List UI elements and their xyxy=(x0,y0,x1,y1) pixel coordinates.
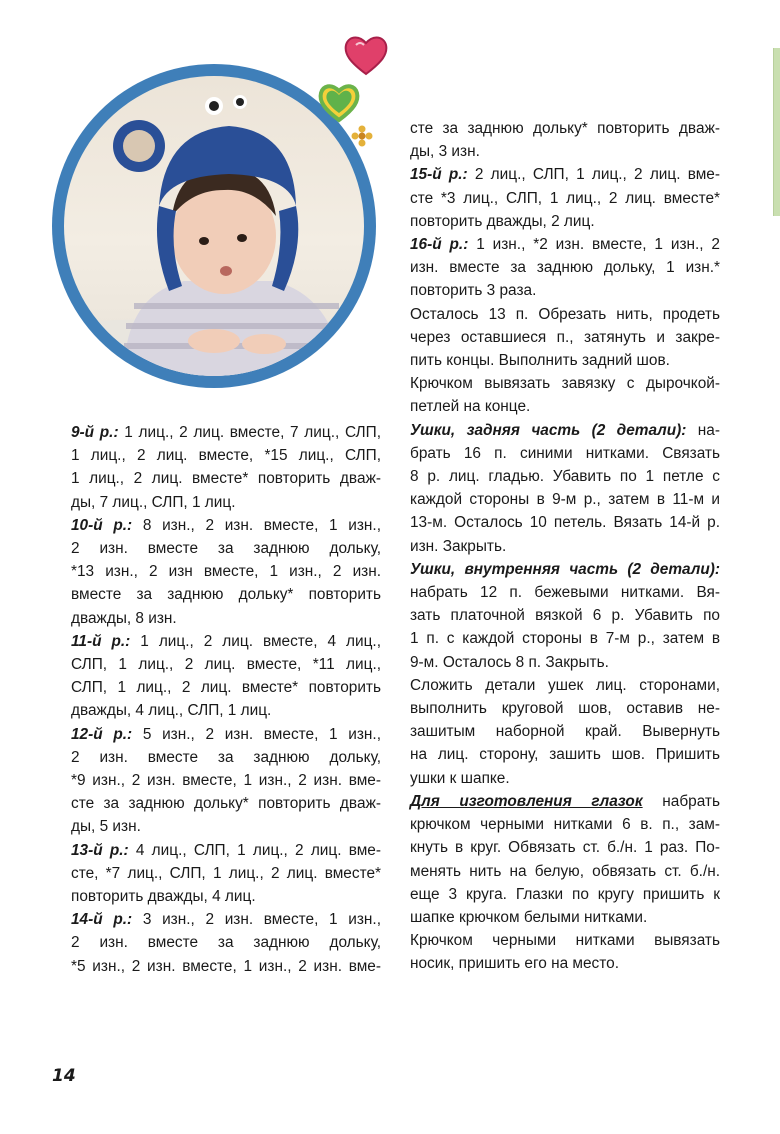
text-line xyxy=(71,815,381,838)
paragraph xyxy=(71,630,381,723)
text-line xyxy=(71,467,381,490)
green-heart-icon xyxy=(316,80,362,124)
line-text: выполнить круговой шов, оставив не- xyxy=(410,700,720,718)
text-line xyxy=(410,326,720,349)
line-text: носик, пришить его на место. xyxy=(410,955,619,973)
line-text: ушки к шапке. xyxy=(410,769,510,787)
paragraph xyxy=(71,839,381,909)
text-line xyxy=(410,372,720,395)
line-text: 5 изн., 2 изн. вместе, 1 изн., xyxy=(132,725,381,743)
paragraph xyxy=(410,117,720,163)
text-line xyxy=(71,792,381,815)
text-line xyxy=(410,674,720,697)
text-line xyxy=(410,140,720,163)
text-line xyxy=(410,790,720,813)
text-line xyxy=(410,813,720,836)
flower-icon xyxy=(350,124,374,148)
row-heading: 16-й р.: xyxy=(410,236,469,254)
line-text: пить концы. Выполнить задний шов. xyxy=(410,352,670,370)
paragraph xyxy=(410,163,720,233)
line-text: 2 изн. вместе за заднюю дольку, xyxy=(71,748,381,766)
paragraph xyxy=(71,514,381,630)
text-line xyxy=(410,256,720,279)
text-line xyxy=(410,163,720,186)
line-text: петлей на конце. xyxy=(410,398,531,416)
line-text: 4 лиц., СЛП, 1 лиц., 2 лиц. вме- xyxy=(128,841,381,859)
line-text: набрать xyxy=(642,792,721,810)
line-text: еще 3 круга. Глазки по кругу пришить к xyxy=(410,885,720,903)
text-line xyxy=(71,653,381,676)
line-text: зать платочной вязкой 6 р. Убавить по xyxy=(410,607,720,625)
text-line xyxy=(410,419,720,442)
text-line xyxy=(410,697,720,720)
line-text: СЛП, 1 лиц., 2 лиц. вместе* повторить xyxy=(71,679,381,697)
line-text: 1 лиц., 2 лиц. вместе, 4 лиц., xyxy=(130,632,381,650)
line-text: крючком черными нитками 6 в. п., зам- xyxy=(410,816,720,834)
line-text: изн. вместе за заднюю дольку, 1 изн.* xyxy=(410,259,720,277)
line-text: дважды, 4 лиц., СЛП, 1 лиц. xyxy=(71,702,272,720)
line-text: кнуть в круг. Обвязать ст. б./н. 1 раз. По- xyxy=(410,839,720,857)
line-text: сте, *7 лиц., СЛП, 1 лиц., 2 лиц. вместе* xyxy=(71,864,381,882)
text-line xyxy=(71,421,381,444)
text-line xyxy=(410,465,720,488)
line-text: ды, 3 изн. xyxy=(410,143,480,161)
line-text: 1 лиц., 2 лиц. вместе* повторить двaж- xyxy=(71,470,381,488)
text-line xyxy=(410,767,720,790)
text-line xyxy=(71,514,381,537)
text-line xyxy=(410,210,720,233)
text-line xyxy=(71,839,381,862)
line-text: Крючком черными нитками вывязать xyxy=(410,932,720,950)
text-line xyxy=(71,885,381,908)
text-line xyxy=(410,860,720,883)
text-line xyxy=(410,952,720,975)
line-text: сте за заднюю дольку* повторить двaж- xyxy=(410,120,720,137)
text-line xyxy=(410,279,720,302)
text-line xyxy=(71,699,381,722)
text-line xyxy=(410,604,720,627)
line-text: брать 16 п. синими нитками. Связать xyxy=(410,444,720,462)
left-text-column xyxy=(71,421,381,978)
text-line xyxy=(71,537,381,560)
pink-heart-icon xyxy=(342,32,390,78)
paragraph xyxy=(410,303,720,373)
paragraph xyxy=(410,929,720,975)
line-text: *9 изн., 2 изн. вместе, 1 изн., 2 изн. вме- xyxy=(71,772,381,790)
row-heading: 14-й р.: xyxy=(71,911,133,929)
line-text: СЛП, 1 лиц., 2 лиц. вместе, *11 лиц., xyxy=(71,656,381,674)
paragraph xyxy=(410,558,720,674)
text-line xyxy=(410,883,720,906)
line-text: *5 изн., 2 изн. вместе, 1 изн., 2 изн. вме- xyxy=(71,957,381,975)
line-text: 1 п. с каждой стороны в 7-м р., затем в xyxy=(410,630,720,648)
line-text: 1 лиц., 2 лиц. вместе, 7 лиц., СЛП, xyxy=(118,424,381,441)
text-line xyxy=(71,491,381,514)
text-line xyxy=(71,769,381,792)
line-text: 9-м. Осталось 8 п. Закрыть. xyxy=(410,653,609,671)
text-line xyxy=(410,929,720,952)
line-text: ды, 5 изн. xyxy=(71,818,141,836)
row-heading: Ушки, задняя часть (2 детали): xyxy=(410,421,687,439)
row-heading: 11-й р.: xyxy=(71,632,131,650)
line-text: каждой стороны в 9-м р., затем в 11-м и xyxy=(410,491,720,509)
line-text: 1 лиц., 2 лиц. вместе, *15 лиц., СЛП, xyxy=(71,447,381,465)
line-text: 2 изн. вместе за заднюю дольку, xyxy=(71,934,381,952)
text-line xyxy=(71,955,381,978)
line-text: 13-м. Осталось 10 петель. Вязать 14-й р. xyxy=(410,514,720,532)
line-text: повторить 3 раза. xyxy=(410,282,537,300)
text-line xyxy=(71,607,381,630)
line-text: повторить дважды, 4 лиц. xyxy=(71,888,256,906)
paragraph xyxy=(410,419,720,558)
text-line xyxy=(71,862,381,885)
line-text: 3 изн., 2 изн. вместе, 1 изн., xyxy=(132,911,381,929)
text-line xyxy=(71,723,381,746)
text-line xyxy=(410,651,720,674)
text-line xyxy=(410,627,720,650)
line-text: 2 лиц., СЛП, 1 лиц., 2 лиц. вме- xyxy=(467,166,720,184)
row-heading: 15-й р.: xyxy=(410,166,468,184)
text-line xyxy=(410,558,720,581)
line-text: повторить дважды, 2 лиц. xyxy=(410,212,595,230)
row-heading: 12-й р.: xyxy=(71,725,133,743)
line-text: 2 изн. вместе за заднюю дольку, xyxy=(71,540,381,558)
line-text: на- xyxy=(686,421,720,439)
text-line xyxy=(410,488,720,511)
text-line xyxy=(410,720,720,743)
line-text: менять нить на белую, обвязать ст. б./н. xyxy=(410,862,720,880)
paragraph xyxy=(410,790,720,929)
text-line xyxy=(71,931,381,954)
text-line xyxy=(71,583,381,606)
line-text: сте за заднюю дольку* повторить двaж- xyxy=(71,795,381,813)
line-text: вместе за заднюю дольку* повторить xyxy=(71,586,381,604)
line-text: 8 р. лиц. гладью. Убавить по 1 петле с xyxy=(410,468,720,486)
text-line xyxy=(410,349,720,372)
row-heading: 13-й р.: xyxy=(71,841,129,859)
paragraph xyxy=(71,908,381,978)
line-text: ды, 7 лиц., СЛП, 1 лиц. xyxy=(71,493,236,511)
paragraph xyxy=(71,723,381,839)
line-text: Крючком вывязать завязку с дырочкой- xyxy=(410,375,720,393)
line-text: на лиц. сторону, зашить шов. Пришить xyxy=(410,746,720,764)
line-text: зашитым наборной край. Вывернуть xyxy=(410,723,720,741)
line-text: 8 изн., 2 изн. вместе, 1 изн., xyxy=(132,516,381,534)
text-line xyxy=(410,117,720,140)
line-text: 1 изн., *2 изн. вместе, 1 изн., 2 xyxy=(468,236,720,254)
text-line xyxy=(71,444,381,467)
row-heading: 9-й р.: xyxy=(71,424,119,441)
page-number: 14 xyxy=(52,1066,76,1086)
text-line xyxy=(410,303,720,326)
text-line xyxy=(71,908,381,931)
text-line xyxy=(410,187,720,210)
text-line xyxy=(410,535,720,558)
line-text: изн. Закрыть. xyxy=(410,537,507,555)
text-line xyxy=(410,836,720,859)
text-line xyxy=(410,906,720,929)
right-text-column xyxy=(410,117,720,976)
line-text: через оставшиеся п., затянуть и закре- xyxy=(410,328,720,346)
paragraph xyxy=(71,421,381,514)
line-text: *13 изн., 2 изн вместе, 1 изн., 2 изн. xyxy=(71,563,381,581)
text-line xyxy=(71,746,381,769)
text-line xyxy=(71,676,381,699)
line-text: набрать 12 п. бежевыми нитками. Вя- xyxy=(410,584,720,602)
row-heading: 10-й р.: xyxy=(71,516,133,534)
row-heading: Для изготовления глазок xyxy=(410,792,643,810)
text-line xyxy=(410,743,720,766)
line-text: Осталось 13 п. Обрезать нить, продеть xyxy=(410,305,720,323)
text-line xyxy=(410,581,720,604)
paragraph xyxy=(410,372,720,418)
text-line xyxy=(71,560,381,583)
text-line xyxy=(71,630,381,653)
page-edge-tab xyxy=(773,48,780,216)
text-line xyxy=(410,511,720,534)
row-heading: Ушки, внутренняя часть (2 детали): xyxy=(410,560,720,578)
text-line xyxy=(410,395,720,418)
line-text: дважды, 8 изн. xyxy=(71,609,177,627)
line-text: шапке крючком белыми нитками. xyxy=(410,908,648,926)
line-text: Сложить детали ушек лиц. сторонами, xyxy=(410,676,720,694)
paragraph xyxy=(410,233,720,303)
text-line xyxy=(410,442,720,465)
line-text: сте *3 лиц., СЛП, 1 лиц., 2 лиц. вместе* xyxy=(410,189,720,207)
paragraph xyxy=(410,674,720,790)
text-line xyxy=(410,233,720,256)
